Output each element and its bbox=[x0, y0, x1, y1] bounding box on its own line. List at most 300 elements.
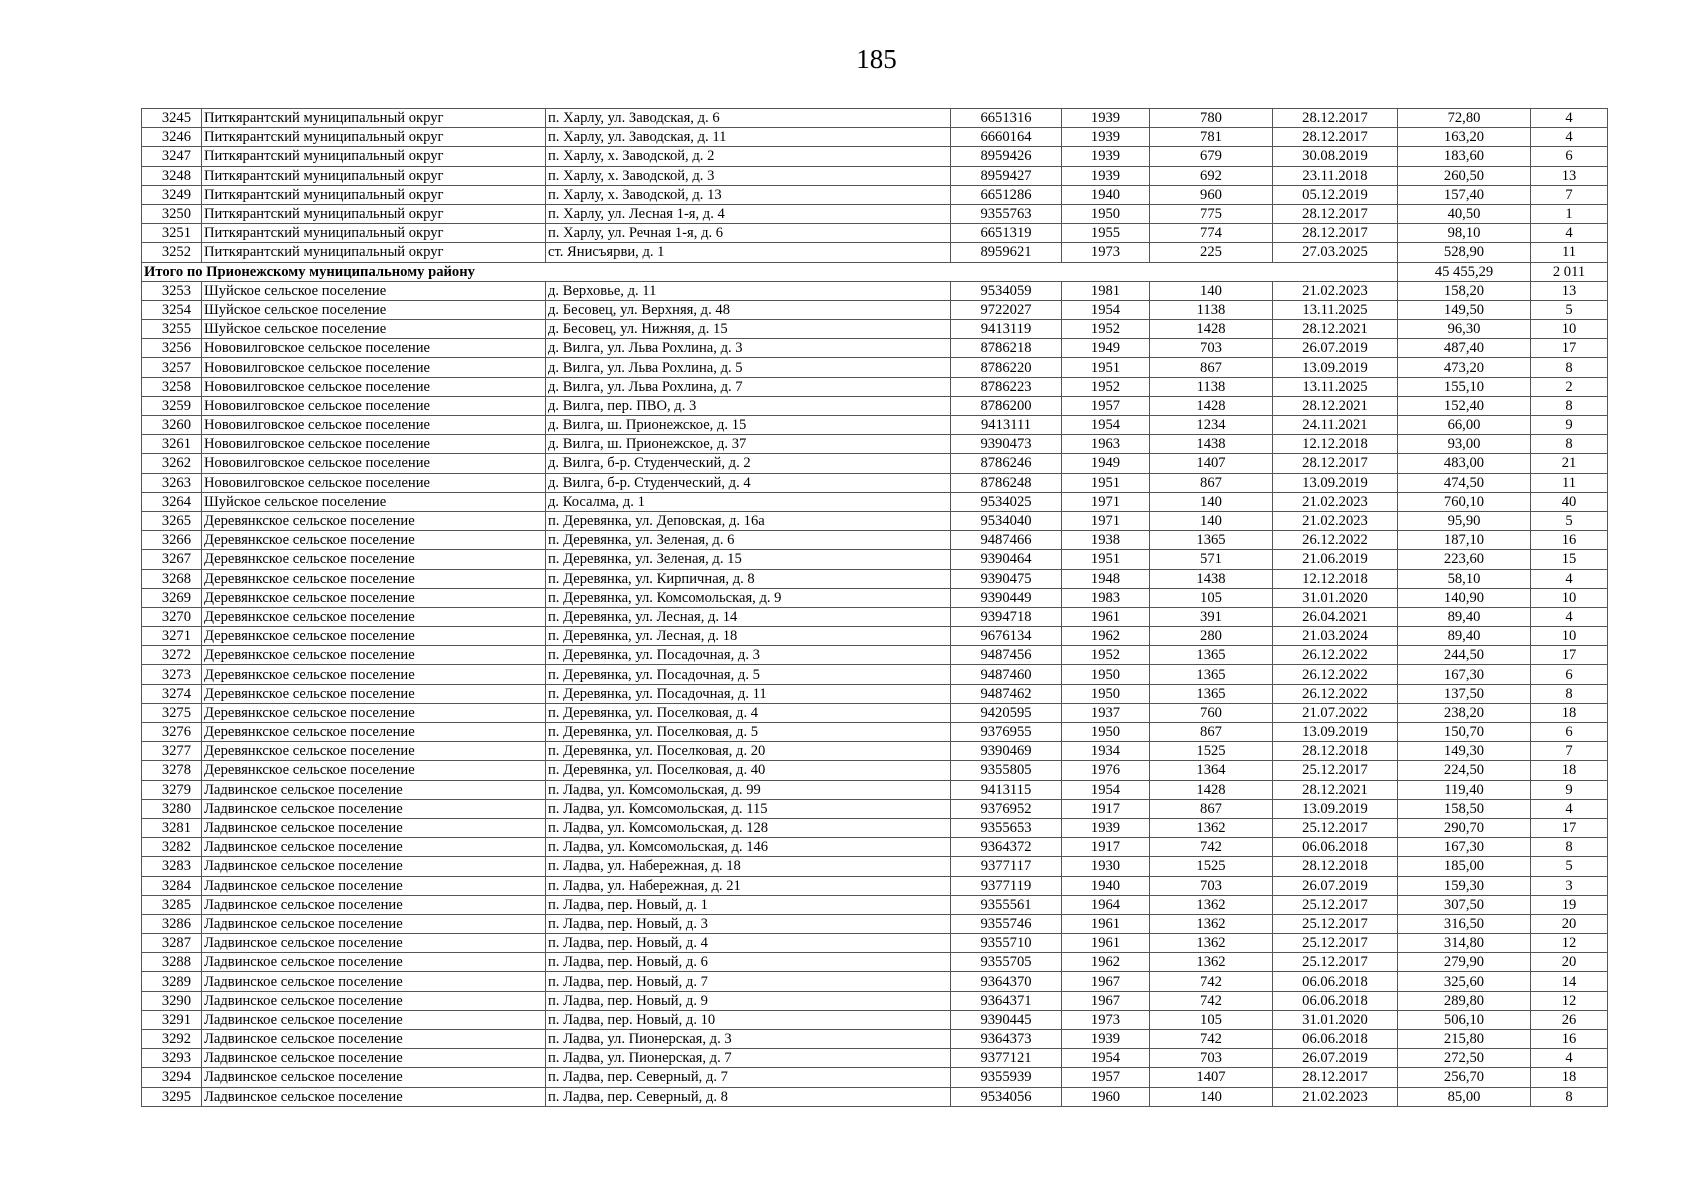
cell-municipality: Питкярантский муниципальный округ bbox=[202, 224, 546, 243]
cell-municipality: Ладвинское сельское поселение bbox=[202, 953, 546, 972]
cell-municipality: Деревянкское сельское поселение bbox=[202, 723, 546, 742]
cell-address: п. Ладва, ул. Набережная, д. 18 bbox=[546, 857, 951, 876]
cell-cadastral-id: 9390473 bbox=[951, 435, 1062, 454]
cell-year-built: 1962 bbox=[1062, 627, 1150, 646]
cell-municipality: Деревянкское сельское поселение bbox=[202, 607, 546, 626]
cell-residents: 4 bbox=[1531, 109, 1608, 128]
cell-residents: 5 bbox=[1531, 857, 1608, 876]
cell-year-built: 1940 bbox=[1062, 876, 1150, 895]
cell-address: д. Бесовец, ул. Нижняя, д. 15 bbox=[546, 320, 951, 339]
table-row bbox=[142, 1030, 1608, 1049]
cell-year-built: 1983 bbox=[1062, 588, 1150, 607]
cell-document-number: 280 bbox=[1150, 627, 1273, 646]
cell-cadastral-id: 9413119 bbox=[951, 320, 1062, 339]
cell-residents: 4 bbox=[1531, 224, 1608, 243]
cell-document-date: 06.06.2018 bbox=[1273, 838, 1398, 857]
cell-address: п. Ладва, пер. Северный, д. 8 bbox=[546, 1087, 951, 1106]
cell-area: 272,50 bbox=[1398, 1049, 1531, 1068]
table-row bbox=[142, 473, 1608, 492]
cell-address: п. Деревянка, ул. Поселковая, д. 5 bbox=[546, 723, 951, 742]
cell-document-number: 1234 bbox=[1150, 416, 1273, 435]
cell-address: ст. Янисъярви, д. 1 bbox=[546, 243, 951, 262]
cell-row-number: 3283 bbox=[142, 857, 202, 876]
cell-document-date: 21.06.2019 bbox=[1273, 550, 1398, 569]
registry-table bbox=[141, 108, 1608, 1107]
cell-residents: 4 bbox=[1531, 607, 1608, 626]
cell-address: п. Харлу, ул. Заводская, д. 11 bbox=[546, 128, 951, 147]
cell-municipality: Нововилговское сельское поселение bbox=[202, 454, 546, 473]
cell-area: 183,60 bbox=[1398, 147, 1531, 166]
cell-row-number: 3268 bbox=[142, 569, 202, 588]
cell-year-built: 1955 bbox=[1062, 224, 1150, 243]
cell-municipality: Ладвинское сельское поселение bbox=[202, 1030, 546, 1049]
cell-year-built: 1973 bbox=[1062, 1010, 1150, 1029]
cell-row-number: 3276 bbox=[142, 723, 202, 742]
table-row bbox=[142, 972, 1608, 991]
cell-municipality: Ладвинское сельское поселение bbox=[202, 1010, 546, 1029]
cell-year-built: 1937 bbox=[1062, 703, 1150, 722]
cell-document-number: 391 bbox=[1150, 607, 1273, 626]
cell-document-date: 28.12.2017 bbox=[1273, 128, 1398, 147]
cell-row-number: 3279 bbox=[142, 780, 202, 799]
cell-area: 98,10 bbox=[1398, 224, 1531, 243]
cell-year-built: 1954 bbox=[1062, 780, 1150, 799]
cell-document-date: 25.12.2017 bbox=[1273, 953, 1398, 972]
table-row bbox=[142, 224, 1608, 243]
cell-cadastral-id: 6660164 bbox=[951, 128, 1062, 147]
cell-municipality: Нововилговское сельское поселение bbox=[202, 435, 546, 454]
cell-row-number: 3292 bbox=[142, 1030, 202, 1049]
cell-year-built: 1939 bbox=[1062, 128, 1150, 147]
cell-area: 155,10 bbox=[1398, 377, 1531, 396]
cell-document-date: 13.09.2019 bbox=[1273, 473, 1398, 492]
cell-document-number: 1362 bbox=[1150, 895, 1273, 914]
cell-year-built: 1961 bbox=[1062, 607, 1150, 626]
cell-municipality: Ладвинское сельское поселение bbox=[202, 876, 546, 895]
cell-municipality: Деревянкское сельское поселение bbox=[202, 684, 546, 703]
cell-municipality: Ладвинское сельское поселение bbox=[202, 991, 546, 1010]
cell-document-date: 23.11.2018 bbox=[1273, 166, 1398, 185]
cell-residents: 4 bbox=[1531, 569, 1608, 588]
cell-row-number: 3264 bbox=[142, 492, 202, 511]
cell-row-number: 3294 bbox=[142, 1068, 202, 1087]
cell-document-number: 1364 bbox=[1150, 761, 1273, 780]
cell-document-date: 21.02.2023 bbox=[1273, 281, 1398, 300]
cell-residents: 1 bbox=[1531, 204, 1608, 223]
total-area: 45 455,29 bbox=[1398, 262, 1531, 281]
cell-year-built: 1951 bbox=[1062, 358, 1150, 377]
cell-area: 474,50 bbox=[1398, 473, 1531, 492]
cell-residents: 17 bbox=[1531, 818, 1608, 837]
cell-row-number: 3272 bbox=[142, 646, 202, 665]
cell-municipality: Шуйское сельское поселение bbox=[202, 300, 546, 319]
cell-year-built: 1952 bbox=[1062, 646, 1150, 665]
cell-row-number: 3245 bbox=[142, 109, 202, 128]
cell-document-date: 12.12.2018 bbox=[1273, 569, 1398, 588]
table-body-after-total bbox=[142, 281, 1608, 1106]
cell-document-number: 1138 bbox=[1150, 300, 1273, 319]
cell-address: д. Бесовец, ул. Верхняя, д. 48 bbox=[546, 300, 951, 319]
cell-row-number: 3259 bbox=[142, 396, 202, 415]
table-row bbox=[142, 1010, 1608, 1029]
cell-municipality: Питкярантский муниципальный округ bbox=[202, 147, 546, 166]
cell-municipality: Деревянкское сельское поселение bbox=[202, 569, 546, 588]
cell-address: п. Харлу, х. Заводской, д. 3 bbox=[546, 166, 951, 185]
cell-row-number: 3282 bbox=[142, 838, 202, 857]
cell-row-number: 3281 bbox=[142, 818, 202, 837]
cell-year-built: 1917 bbox=[1062, 799, 1150, 818]
cell-municipality: Питкярантский муниципальный округ bbox=[202, 243, 546, 262]
cell-cadastral-id: 9355653 bbox=[951, 818, 1062, 837]
cell-municipality: Ладвинское сельское поселение bbox=[202, 799, 546, 818]
cell-cadastral-id: 8786248 bbox=[951, 473, 1062, 492]
cell-area: 223,60 bbox=[1398, 550, 1531, 569]
cell-address: п. Деревянка, ул. Лесная, д. 14 bbox=[546, 607, 951, 626]
cell-address: п. Ладва, пер. Новый, д. 3 bbox=[546, 914, 951, 933]
cell-document-number: 140 bbox=[1150, 1087, 1273, 1106]
cell-address: п. Харлу, ул. Речная 1-я, д. 6 bbox=[546, 224, 951, 243]
cell-cadastral-id: 9420595 bbox=[951, 703, 1062, 722]
cell-year-built: 1973 bbox=[1062, 243, 1150, 262]
cell-area: 158,20 bbox=[1398, 281, 1531, 300]
cell-document-number: 140 bbox=[1150, 511, 1273, 530]
table-row bbox=[142, 934, 1608, 953]
cell-row-number: 3258 bbox=[142, 377, 202, 396]
cell-document-date: 12.12.2018 bbox=[1273, 435, 1398, 454]
cell-municipality: Ладвинское сельское поселение bbox=[202, 838, 546, 857]
cell-municipality: Ладвинское сельское поселение bbox=[202, 972, 546, 991]
cell-document-date: 05.12.2019 bbox=[1273, 185, 1398, 204]
cell-address: п. Ладва, ул. Комсомольская, д. 128 bbox=[546, 818, 951, 837]
cell-address: д. Вилга, б-р. Студенческий, д. 4 bbox=[546, 473, 951, 492]
cell-document-date: 13.09.2019 bbox=[1273, 799, 1398, 818]
cell-document-number: 760 bbox=[1150, 703, 1273, 722]
cell-document-date: 28.12.2021 bbox=[1273, 320, 1398, 339]
cell-cadastral-id: 9676134 bbox=[951, 627, 1062, 646]
cell-municipality: Питкярантский муниципальный округ bbox=[202, 128, 546, 147]
table-row bbox=[142, 607, 1608, 626]
cell-row-number: 3277 bbox=[142, 742, 202, 761]
cell-row-number: 3270 bbox=[142, 607, 202, 626]
cell-year-built: 1939 bbox=[1062, 147, 1150, 166]
cell-document-number: 1365 bbox=[1150, 531, 1273, 550]
cell-document-date: 26.07.2019 bbox=[1273, 876, 1398, 895]
cell-document-date: 28.12.2018 bbox=[1273, 742, 1398, 761]
cell-document-date: 26.07.2019 bbox=[1273, 339, 1398, 358]
table-row bbox=[142, 838, 1608, 857]
cell-area: 89,40 bbox=[1398, 627, 1531, 646]
cell-document-date: 25.12.2017 bbox=[1273, 895, 1398, 914]
cell-area: 157,40 bbox=[1398, 185, 1531, 204]
cell-area: 93,00 bbox=[1398, 435, 1531, 454]
cell-area: 260,50 bbox=[1398, 166, 1531, 185]
cell-residents: 4 bbox=[1531, 128, 1608, 147]
cell-address: п. Деревянка, ул. Деповская, д. 16а bbox=[546, 511, 951, 530]
cell-municipality: Нововилговское сельское поселение bbox=[202, 396, 546, 415]
cell-address: п. Ладва, ул. Комсомольская, д. 99 bbox=[546, 780, 951, 799]
cell-address: п. Деревянка, ул. Посадочная, д. 11 bbox=[546, 684, 951, 703]
cell-row-number: 3273 bbox=[142, 665, 202, 684]
cell-row-number: 3274 bbox=[142, 684, 202, 703]
cell-document-number: 703 bbox=[1150, 339, 1273, 358]
cell-area: 256,70 bbox=[1398, 1068, 1531, 1087]
cell-municipality: Питкярантский муниципальный округ bbox=[202, 109, 546, 128]
cell-cadastral-id: 9355705 bbox=[951, 953, 1062, 972]
cell-address: п. Деревянка, ул. Поселковая, д. 20 bbox=[546, 742, 951, 761]
cell-area: 506,10 bbox=[1398, 1010, 1531, 1029]
cell-cadastral-id: 9355710 bbox=[951, 934, 1062, 953]
cell-area: 95,90 bbox=[1398, 511, 1531, 530]
cell-document-date: 28.12.2017 bbox=[1273, 224, 1398, 243]
cell-area: 473,20 bbox=[1398, 358, 1531, 377]
cell-area: 760,10 bbox=[1398, 492, 1531, 511]
cell-year-built: 1951 bbox=[1062, 473, 1150, 492]
cell-document-date: 06.06.2018 bbox=[1273, 972, 1398, 991]
cell-address: п. Деревянка, ул. Лесная, д. 18 bbox=[546, 627, 951, 646]
cell-cadastral-id: 9364370 bbox=[951, 972, 1062, 991]
cell-address: д. Вилга, ул. Льва Рохлина, д. 5 bbox=[546, 358, 951, 377]
cell-municipality: Нововилговское сельское поселение bbox=[202, 339, 546, 358]
table-row bbox=[142, 185, 1608, 204]
cell-document-number: 105 bbox=[1150, 1010, 1273, 1029]
cell-address: д. Верховье, д. 11 bbox=[546, 281, 951, 300]
cell-document-number: 1407 bbox=[1150, 454, 1273, 473]
cell-residents: 21 bbox=[1531, 454, 1608, 473]
cell-year-built: 1949 bbox=[1062, 339, 1150, 358]
cell-year-built: 1963 bbox=[1062, 435, 1150, 454]
cell-row-number: 3278 bbox=[142, 761, 202, 780]
cell-cadastral-id: 9394718 bbox=[951, 607, 1062, 626]
cell-row-number: 3252 bbox=[142, 243, 202, 262]
page-number: 185 bbox=[856, 44, 897, 74]
cell-document-number: 960 bbox=[1150, 185, 1273, 204]
cell-cadastral-id: 9377117 bbox=[951, 857, 1062, 876]
cell-cadastral-id: 6651316 bbox=[951, 109, 1062, 128]
cell-address: д. Вилга, б-р. Студенческий, д. 2 bbox=[546, 454, 951, 473]
cell-document-date: 26.12.2022 bbox=[1273, 665, 1398, 684]
cell-cadastral-id: 8959621 bbox=[951, 243, 1062, 262]
cell-year-built: 1952 bbox=[1062, 377, 1150, 396]
cell-year-built: 1917 bbox=[1062, 838, 1150, 857]
cell-area: 72,80 bbox=[1398, 109, 1531, 128]
cell-municipality: Деревянкское сельское поселение bbox=[202, 646, 546, 665]
cell-area: 58,10 bbox=[1398, 569, 1531, 588]
cell-document-number: 1525 bbox=[1150, 742, 1273, 761]
cell-area: 487,40 bbox=[1398, 339, 1531, 358]
cell-document-number: 703 bbox=[1150, 1049, 1273, 1068]
cell-municipality: Деревянкское сельское поселение bbox=[202, 742, 546, 761]
cell-year-built: 1962 bbox=[1062, 953, 1150, 972]
cell-year-built: 1971 bbox=[1062, 511, 1150, 530]
cell-municipality: Деревянкское сельское поселение bbox=[202, 627, 546, 646]
table-row bbox=[142, 511, 1608, 530]
cell-municipality: Шуйское сельское поселение bbox=[202, 492, 546, 511]
cell-document-number: 742 bbox=[1150, 991, 1273, 1010]
cell-municipality: Ладвинское сельское поселение bbox=[202, 1049, 546, 1068]
cell-area: 119,40 bbox=[1398, 780, 1531, 799]
cell-year-built: 1949 bbox=[1062, 454, 1150, 473]
cell-document-number: 1362 bbox=[1150, 818, 1273, 837]
total-label: Итого по Прионежскому муниципальному району bbox=[142, 262, 1398, 281]
cell-cadastral-id: 9355561 bbox=[951, 895, 1062, 914]
cell-municipality: Деревянкское сельское поселение bbox=[202, 588, 546, 607]
table-row bbox=[142, 665, 1608, 684]
cell-document-date: 06.06.2018 bbox=[1273, 1030, 1398, 1049]
cell-document-date: 25.12.2017 bbox=[1273, 761, 1398, 780]
cell-row-number: 3250 bbox=[142, 204, 202, 223]
cell-year-built: 1950 bbox=[1062, 684, 1150, 703]
cell-residents: 15 bbox=[1531, 550, 1608, 569]
cell-residents: 10 bbox=[1531, 627, 1608, 646]
cell-residents: 18 bbox=[1531, 703, 1608, 722]
cell-municipality: Ладвинское сельское поселение bbox=[202, 895, 546, 914]
cell-address: п. Харлу, х. Заводской, д. 13 bbox=[546, 185, 951, 204]
cell-document-number: 1525 bbox=[1150, 857, 1273, 876]
cell-address: д. Вилга, ш. Прионежское, д. 15 bbox=[546, 416, 951, 435]
cell-residents: 3 bbox=[1531, 876, 1608, 895]
cell-cadastral-id: 9355746 bbox=[951, 914, 1062, 933]
cell-residents: 10 bbox=[1531, 320, 1608, 339]
cell-cadastral-id: 8959427 bbox=[951, 166, 1062, 185]
cell-residents: 12 bbox=[1531, 991, 1608, 1010]
cell-document-date: 28.12.2018 bbox=[1273, 857, 1398, 876]
table-row bbox=[142, 550, 1608, 569]
table-row bbox=[142, 646, 1608, 665]
table-row bbox=[142, 799, 1608, 818]
cell-area: 279,90 bbox=[1398, 953, 1531, 972]
cell-area: 289,80 bbox=[1398, 991, 1531, 1010]
table-row bbox=[142, 396, 1608, 415]
cell-document-number: 140 bbox=[1150, 492, 1273, 511]
cell-cadastral-id: 8786200 bbox=[951, 396, 1062, 415]
cell-residents: 8 bbox=[1531, 396, 1608, 415]
cell-row-number: 3269 bbox=[142, 588, 202, 607]
cell-document-date: 28.12.2021 bbox=[1273, 780, 1398, 799]
cell-cadastral-id: 9390464 bbox=[951, 550, 1062, 569]
table-row bbox=[142, 531, 1608, 550]
cell-document-number: 105 bbox=[1150, 588, 1273, 607]
cell-cadastral-id: 9534059 bbox=[951, 281, 1062, 300]
cell-cadastral-id: 9487462 bbox=[951, 684, 1062, 703]
cell-year-built: 1954 bbox=[1062, 416, 1150, 435]
cell-area: 167,30 bbox=[1398, 838, 1531, 857]
cell-residents: 17 bbox=[1531, 339, 1608, 358]
table-row bbox=[142, 723, 1608, 742]
cell-municipality: Ладвинское сельское поселение bbox=[202, 1068, 546, 1087]
table-row bbox=[142, 358, 1608, 377]
cell-address: п. Ладва, ул. Пионерская, д. 7 bbox=[546, 1049, 951, 1068]
cell-residents: 6 bbox=[1531, 147, 1608, 166]
cell-document-date: 28.12.2017 bbox=[1273, 1068, 1398, 1087]
cell-row-number: 3256 bbox=[142, 339, 202, 358]
table-row bbox=[142, 569, 1608, 588]
cell-residents: 14 bbox=[1531, 972, 1608, 991]
cell-municipality: Шуйское сельское поселение bbox=[202, 320, 546, 339]
cell-address: п. Ладва, пер. Северный, д. 7 bbox=[546, 1068, 951, 1087]
cell-document-date: 21.02.2023 bbox=[1273, 492, 1398, 511]
cell-year-built: 1957 bbox=[1062, 396, 1150, 415]
cell-document-number: 867 bbox=[1150, 473, 1273, 492]
cell-document-date: 13.11.2025 bbox=[1273, 300, 1398, 319]
cell-residents: 8 bbox=[1531, 1087, 1608, 1106]
cell-row-number: 3291 bbox=[142, 1010, 202, 1029]
cell-document-number: 775 bbox=[1150, 204, 1273, 223]
cell-residents: 5 bbox=[1531, 300, 1608, 319]
cell-year-built: 1950 bbox=[1062, 204, 1150, 223]
table-row bbox=[142, 1068, 1608, 1087]
cell-municipality: Деревянкское сельское поселение bbox=[202, 550, 546, 569]
cell-area: 316,50 bbox=[1398, 914, 1531, 933]
cell-row-number: 3287 bbox=[142, 934, 202, 953]
table-row bbox=[142, 320, 1608, 339]
cell-residents: 6 bbox=[1531, 723, 1608, 742]
cell-year-built: 1981 bbox=[1062, 281, 1150, 300]
cell-area: 290,70 bbox=[1398, 818, 1531, 837]
cell-residents: 12 bbox=[1531, 934, 1608, 953]
cell-cadastral-id: 9534040 bbox=[951, 511, 1062, 530]
cell-document-number: 140 bbox=[1150, 281, 1273, 300]
cell-row-number: 3253 bbox=[142, 281, 202, 300]
cell-document-number: 1362 bbox=[1150, 934, 1273, 953]
cell-address: п. Ладва, пер. Новый, д. 9 bbox=[546, 991, 951, 1010]
cell-address: д. Вилга, пер. ПВО, д. 3 bbox=[546, 396, 951, 415]
cell-municipality: Нововилговское сельское поселение bbox=[202, 358, 546, 377]
table-row bbox=[142, 128, 1608, 147]
cell-address: п. Деревянка, ул. Зеленая, д. 6 bbox=[546, 531, 951, 550]
cell-municipality: Нововилговское сельское поселение bbox=[202, 473, 546, 492]
cell-address: п. Ладва, ул. Набережная, д. 21 bbox=[546, 876, 951, 895]
cell-document-date: 31.01.2020 bbox=[1273, 588, 1398, 607]
cell-row-number: 3286 bbox=[142, 914, 202, 933]
table-row bbox=[142, 1087, 1608, 1106]
cell-document-date: 28.12.2017 bbox=[1273, 109, 1398, 128]
cell-document-date: 06.06.2018 bbox=[1273, 991, 1398, 1010]
cell-municipality: Питкярантский муниципальный округ bbox=[202, 204, 546, 223]
cell-year-built: 1960 bbox=[1062, 1087, 1150, 1106]
table-row bbox=[142, 1049, 1608, 1068]
cell-cadastral-id: 9355805 bbox=[951, 761, 1062, 780]
cell-document-date: 21.02.2023 bbox=[1273, 511, 1398, 530]
cell-row-number: 3271 bbox=[142, 627, 202, 646]
cell-document-date: 13.09.2019 bbox=[1273, 723, 1398, 742]
cell-cadastral-id: 9390475 bbox=[951, 569, 1062, 588]
cell-row-number: 3257 bbox=[142, 358, 202, 377]
cell-row-number: 3288 bbox=[142, 953, 202, 972]
cell-residents: 5 bbox=[1531, 511, 1608, 530]
cell-year-built: 1951 bbox=[1062, 550, 1150, 569]
cell-document-date: 21.07.2022 bbox=[1273, 703, 1398, 722]
cell-document-number: 742 bbox=[1150, 972, 1273, 991]
cell-municipality: Нововилговское сельское поселение bbox=[202, 416, 546, 435]
cell-cadastral-id: 8786220 bbox=[951, 358, 1062, 377]
cell-residents: 20 bbox=[1531, 914, 1608, 933]
cell-municipality: Питкярантский муниципальный округ bbox=[202, 185, 546, 204]
total-row bbox=[142, 262, 1608, 281]
cell-area: 185,00 bbox=[1398, 857, 1531, 876]
cell-cadastral-id: 9413115 bbox=[951, 780, 1062, 799]
cell-row-number: 3275 bbox=[142, 703, 202, 722]
cell-document-number: 1438 bbox=[1150, 435, 1273, 454]
cell-cadastral-id: 9487466 bbox=[951, 531, 1062, 550]
table-row bbox=[142, 300, 1608, 319]
cell-document-date: 21.03.2024 bbox=[1273, 627, 1398, 646]
cell-area: 159,30 bbox=[1398, 876, 1531, 895]
cell-document-number: 679 bbox=[1150, 147, 1273, 166]
cell-residents: 4 bbox=[1531, 799, 1608, 818]
cell-residents: 20 bbox=[1531, 953, 1608, 972]
cell-residents: 18 bbox=[1531, 1068, 1608, 1087]
table-row bbox=[142, 588, 1608, 607]
